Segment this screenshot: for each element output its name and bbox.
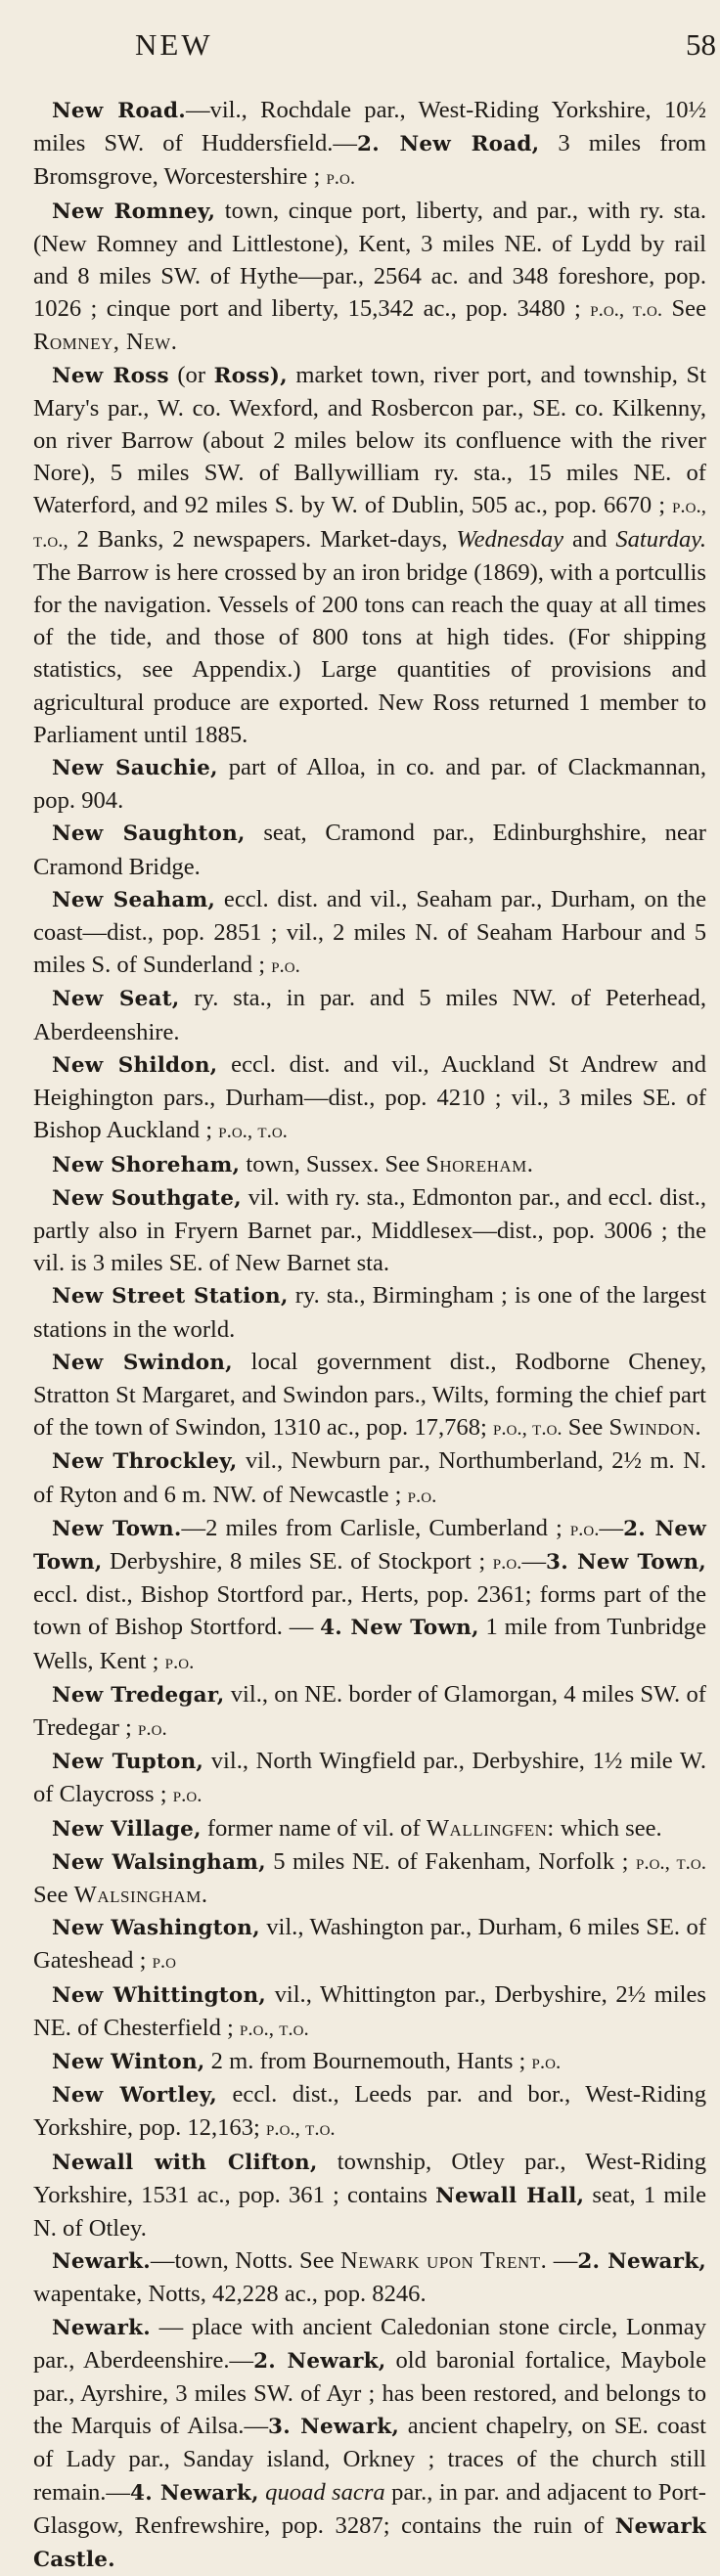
entry-text: market town, river port, and township, St Mary's par., W. co. Wexford, and Rosbercon par., SE. co. Kilkenny, on river Barrow (about 2 miles below its confluence with the river Nore), 5 miles SW. of Ballywilliam ry. sta., 15 miles NE. of Waterford, and 92 miles S. by W. of Dublin, 505 ac., pop. 6670 ;	[33, 361, 706, 519]
entry-text: par., in par. and adjacent to Port-Glasgow, Renfrewshire, pop. 3287; contains the ruin of	[33, 2478, 706, 2539]
office-abbreviation: p.o.	[164, 1649, 195, 1673]
office-abbreviation: p.o.	[531, 2049, 562, 2073]
entry-text: wapentake, Notts, 42,228 ac., pop. 8246.	[33, 2281, 427, 2308]
gazetteer-entry	[33, 883, 706, 983]
office-abbreviation: p.o., t.o.	[635, 1849, 706, 1874]
entry-headword: 3. New Town,	[546, 1549, 706, 1575]
cross-reference: Wallingfen:	[426, 1814, 555, 1842]
office-abbreviation: p.o.	[407, 1483, 437, 1507]
entry-headword: New Road.	[52, 99, 186, 123]
entry-text: —	[599, 1514, 624, 1541]
entry-headword: New Shoreham,	[52, 1152, 241, 1177]
entry-headword: New Shildon,	[52, 1052, 218, 1078]
entry-text: ancient chapelry, on SE. coast of Lady par., Sanday island, Orkney ; traces of the church still remain.—	[33, 2413, 706, 2506]
entry-headword: New Village,	[52, 1816, 202, 1842]
entry-text: See	[33, 1881, 74, 1908]
entry-text: —	[547, 2247, 578, 2275]
office-abbreviation: p.o.	[326, 165, 356, 190]
gazetteer-entry	[33, 1812, 706, 1845]
entry-headword: New Romney,	[52, 199, 216, 224]
entry-headword: 2. New Town,	[33, 1516, 706, 1575]
entry-text: ry. sta., Birmingham ; is one of the largest stations in the world.	[33, 1282, 706, 1343]
gazetteer-entry	[33, 94, 706, 195]
gazetteer-entry	[33, 817, 706, 882]
entry-text: vil., Washington par., Durham, 6 miles SE. of Gateshead ;	[33, 1914, 706, 1975]
cross-reference: Walsingham.	[73, 1881, 208, 1908]
entry-text: See	[562, 1414, 609, 1442]
gazetteer-entry	[33, 1444, 706, 1511]
entry-text: —town, Notts. See	[150, 2247, 340, 2275]
entry-text: 2 Banks, 2 newspapers. Market-days,	[68, 525, 457, 553]
office-abbreviation: p.o., t.o.	[218, 1119, 288, 1143]
entry-headword: New Seaham,	[52, 887, 216, 912]
entry-text: (or	[168, 361, 214, 388]
entry-text: 2 m. from Bournemouth, Hants ;	[204, 2047, 532, 2074]
entry-text: — place with ancient Caledonian stone circle, Lonmay par., Aberdeenshire.—	[33, 2313, 706, 2374]
entry-headword: New Whittington,	[52, 1982, 266, 2008]
entry-text: vil., on NE. border of Glamorgan, 4 miles SW. of Tredegar ;	[33, 1680, 706, 1741]
office-abbreviation: p.o., t.o.	[590, 297, 663, 322]
office-abbreviation: p.o.	[138, 1715, 167, 1740]
italic-text: Saturday.	[615, 525, 706, 553]
entry-text: eccl. dist., Leeds par. and bor., West-Riding Yorkshire, pop. 12,163;	[33, 2081, 706, 2142]
entry-text: 3 miles from Bromsgrove, Worcestershire ;	[33, 130, 707, 191]
entry-headword: New Town.	[52, 1516, 182, 1541]
gazetteer-entry	[33, 1512, 706, 1678]
entry-headword: New Swindon,	[52, 1350, 233, 1375]
entry-headword: Newark.	[52, 2315, 151, 2340]
entry-text: —vil., Rochdale par., West-Riding Yorkshire, 10½ miles SW. of Huddersfield.—	[33, 97, 706, 157]
entry-headword: Newall Hall,	[435, 2183, 585, 2208]
italic-text: quoad sacra	[265, 2478, 385, 2506]
entry-text: eccl. dist., Bishop Stortford par., Herts, pop. 2361; forms part of the town of Bishop Stortford. —	[33, 1581, 706, 1641]
entry-text: —2 miles from Carlisle, Cumberland ;	[181, 1514, 570, 1541]
entry-headword: New Ross	[52, 363, 169, 388]
gazetteer-entry	[33, 1745, 706, 1811]
entry-text: town, Sussex. See	[240, 1150, 427, 1177]
entry-text: seat, 1 mile N. of Otley.	[33, 2181, 707, 2242]
entry-text: The Barrow is here crossed by an iron bridge (1869), with a portcullis for the navigation. Vessels of 200 tons can reach the quay at all times of the tide, and those of 800 tons at high tides. (For shipping statistics, see Appendix.) Large quantities of provisions and agricultural produce are exported. New Ross returned 1 member to Parliament until 1885.	[33, 558, 706, 748]
office-abbreviation: p.o.	[172, 1783, 202, 1807]
gazetteer-entry	[33, 2045, 706, 2078]
entry-list	[33, 94, 706, 2576]
italic-text: Wednesday	[456, 525, 564, 553]
entry-text: and	[563, 525, 616, 553]
entry-headword: 3. Newark,	[268, 2415, 400, 2440]
office-abbreviation: p.o., t.o.	[266, 2116, 336, 2141]
entry-text: which see.	[554, 1814, 662, 1842]
cross-reference: Romney, New.	[33, 329, 178, 356]
entry-headword: New Southgate,	[52, 1185, 242, 1211]
gazetteer-entry	[33, 1678, 706, 1745]
entry-text: seat, Cramond par., Edinburghshire, near Cramond Bridge.	[33, 820, 707, 880]
entry-headword: New Wortley,	[52, 2083, 217, 2109]
page-number: 58	[686, 27, 716, 62]
entry-headword: Newark.	[52, 2249, 151, 2275]
entry-text: township, Otley par., West-Riding Yorkshire, 1531 ac., pop. 361 ; contains	[33, 2148, 706, 2208]
office-abbreviation: p.o., t.o.	[492, 1416, 562, 1441]
entry-text: vil., Newburn par., Northumberland, 2½ m. N. of Ryton and 6 m. NW. of Newcastle ;	[33, 1447, 706, 1508]
gazetteer-entry	[33, 359, 706, 751]
gazetteer-entry	[33, 1148, 706, 1181]
entry-text: town, cinque port, liberty, and par., with ry. sta. (New Romney and Littlestone), Kent, 3 miles NE. of Lydd by rail and 8 miles SW. of Hythe—par., 2564 ac. and 348 foreshore, pop. 1026 ; cinque port and liberty, 15,342 ac., pop. 3480 ;	[33, 197, 707, 323]
entry-headword: New Sauchie,	[52, 756, 218, 781]
gazetteer-entry	[33, 1346, 706, 1445]
office-abbreviation: p.o., t.o.	[240, 2016, 309, 2040]
gazetteer-entry	[33, 1911, 706, 1977]
entry-headword: New Tredegar,	[52, 1682, 225, 1708]
entry-headword: Ross),	[213, 363, 288, 388]
entry-text: local government dist., Rodborne Cheney, Stratton St Margaret, and Swindon pars., Wilts, forming the chief part of the town of Swindon, 1310 ac., pop. 17,768;	[33, 1348, 706, 1442]
entry-text: former name of vil. of	[201, 1814, 427, 1842]
gazetteer-entry	[33, 982, 706, 1047]
office-abbreviation: p.o., t.o.,	[33, 494, 706, 552]
entry-headword: New Walsingham,	[52, 1849, 266, 1875]
entry-text: 1 mile from Tunbridge Wells, Kent ;	[33, 1614, 707, 1674]
entry-headword: New Seat,	[52, 987, 180, 1012]
gazetteer-entry	[33, 2311, 706, 2576]
entry-headword: 2. New Road,	[357, 132, 540, 157]
gazetteer-entry	[33, 2078, 706, 2145]
entry-text: eccl. dist. and vil., Seaham par., Durham, on the coast—dist., pop. 2851 ; vil., 2 miles N. of Seaham Harbour and 5 miles S. of Sunderland ;	[33, 885, 706, 979]
office-abbreviation: p.o.	[492, 1549, 522, 1574]
entry-text: Derbyshire, 8 miles SE. of Stockport ;	[102, 1547, 493, 1575]
cross-reference: Shoreham.	[426, 1150, 534, 1177]
gazetteer-entry	[33, 1279, 706, 1345]
entry-text: See	[662, 295, 706, 323]
entry-text: vil. with ry. sta., Edmonton par., and eccl. dist., partly also in Fryern Barnet par., Middlesex—dist., pop. 3006 ; the vil. is 3 miles SE. of New Barnet sta.	[33, 1183, 706, 1277]
entry-headword: Newall with Clifton,	[52, 2150, 318, 2175]
office-abbreviation: p.o.	[271, 954, 300, 978]
gazetteer-entry	[33, 1978, 706, 2045]
cross-reference: Swindon.	[608, 1414, 702, 1442]
entry-text: vil., North Wingfield par., Derbyshire, 1½ mile W. of Claycross ;	[33, 1748, 706, 1808]
gazetteer-entry	[33, 2146, 706, 2245]
entry-text: old baronial fortalice, Maybole par., Ayrshire, 3 miles SW. of Ayr ; has been restored, and belongs to the Marquis of Ailsa.—	[33, 2346, 706, 2440]
gazetteer-entry	[33, 195, 706, 359]
entry-headword: Newark Castle.	[33, 2513, 706, 2573]
entry-headword: New Washington,	[52, 1916, 260, 1941]
gazetteer-entry	[33, 1845, 706, 1911]
entry-text: 5 miles NE. of Fakenham, Norfolk ;	[265, 1847, 636, 1875]
running-head: NEW	[135, 27, 213, 62]
entry-headword: New Tupton,	[52, 1750, 204, 1775]
cross-reference: Newark upon Trent.	[339, 2247, 548, 2275]
page-header	[33, 0, 716, 94]
gazetteer-entry	[33, 751, 706, 817]
office-abbreviation: p.o.	[569, 1516, 600, 1540]
gazetteer-entry	[33, 1181, 706, 1280]
entry-headword: New Winton,	[52, 2049, 205, 2074]
entry-headword: New Street Station,	[52, 1284, 289, 1310]
entry-headword: 2. Newark,	[577, 2249, 706, 2275]
entry-text: eccl. dist. and vil., Auckland St Andrew and Heighington pars., Durham—dist., pop. 4210 ; vil., 3 miles SE. of Bishop Auckland ;	[33, 1050, 706, 1144]
entry-headword: 4. Newark,	[130, 2480, 259, 2506]
entry-text: —	[521, 1547, 547, 1575]
gazetteer-entry	[33, 2244, 706, 2310]
entry-headword: 2. Newark,	[253, 2348, 386, 2374]
gazetteer-entry	[33, 1048, 706, 1148]
entry-headword: 4. New Town,	[320, 1616, 479, 1641]
entry-text: part of Alloa, in co. and par. of Clackmannan, pop. 904.	[33, 754, 706, 815]
entry-headword: New Saughton,	[52, 822, 246, 847]
entry-text: ry. sta., in par. and 5 miles NW. of Peterhead, Aberdeenshire.	[33, 985, 706, 1045]
entry-headword: New Throckley,	[52, 1449, 238, 1475]
entry-text: vil., Whittington par., Derbyshire, 2½ miles NE. of Chesterfield ;	[33, 1980, 706, 2041]
office-abbreviation: p.o	[152, 1949, 176, 1974]
